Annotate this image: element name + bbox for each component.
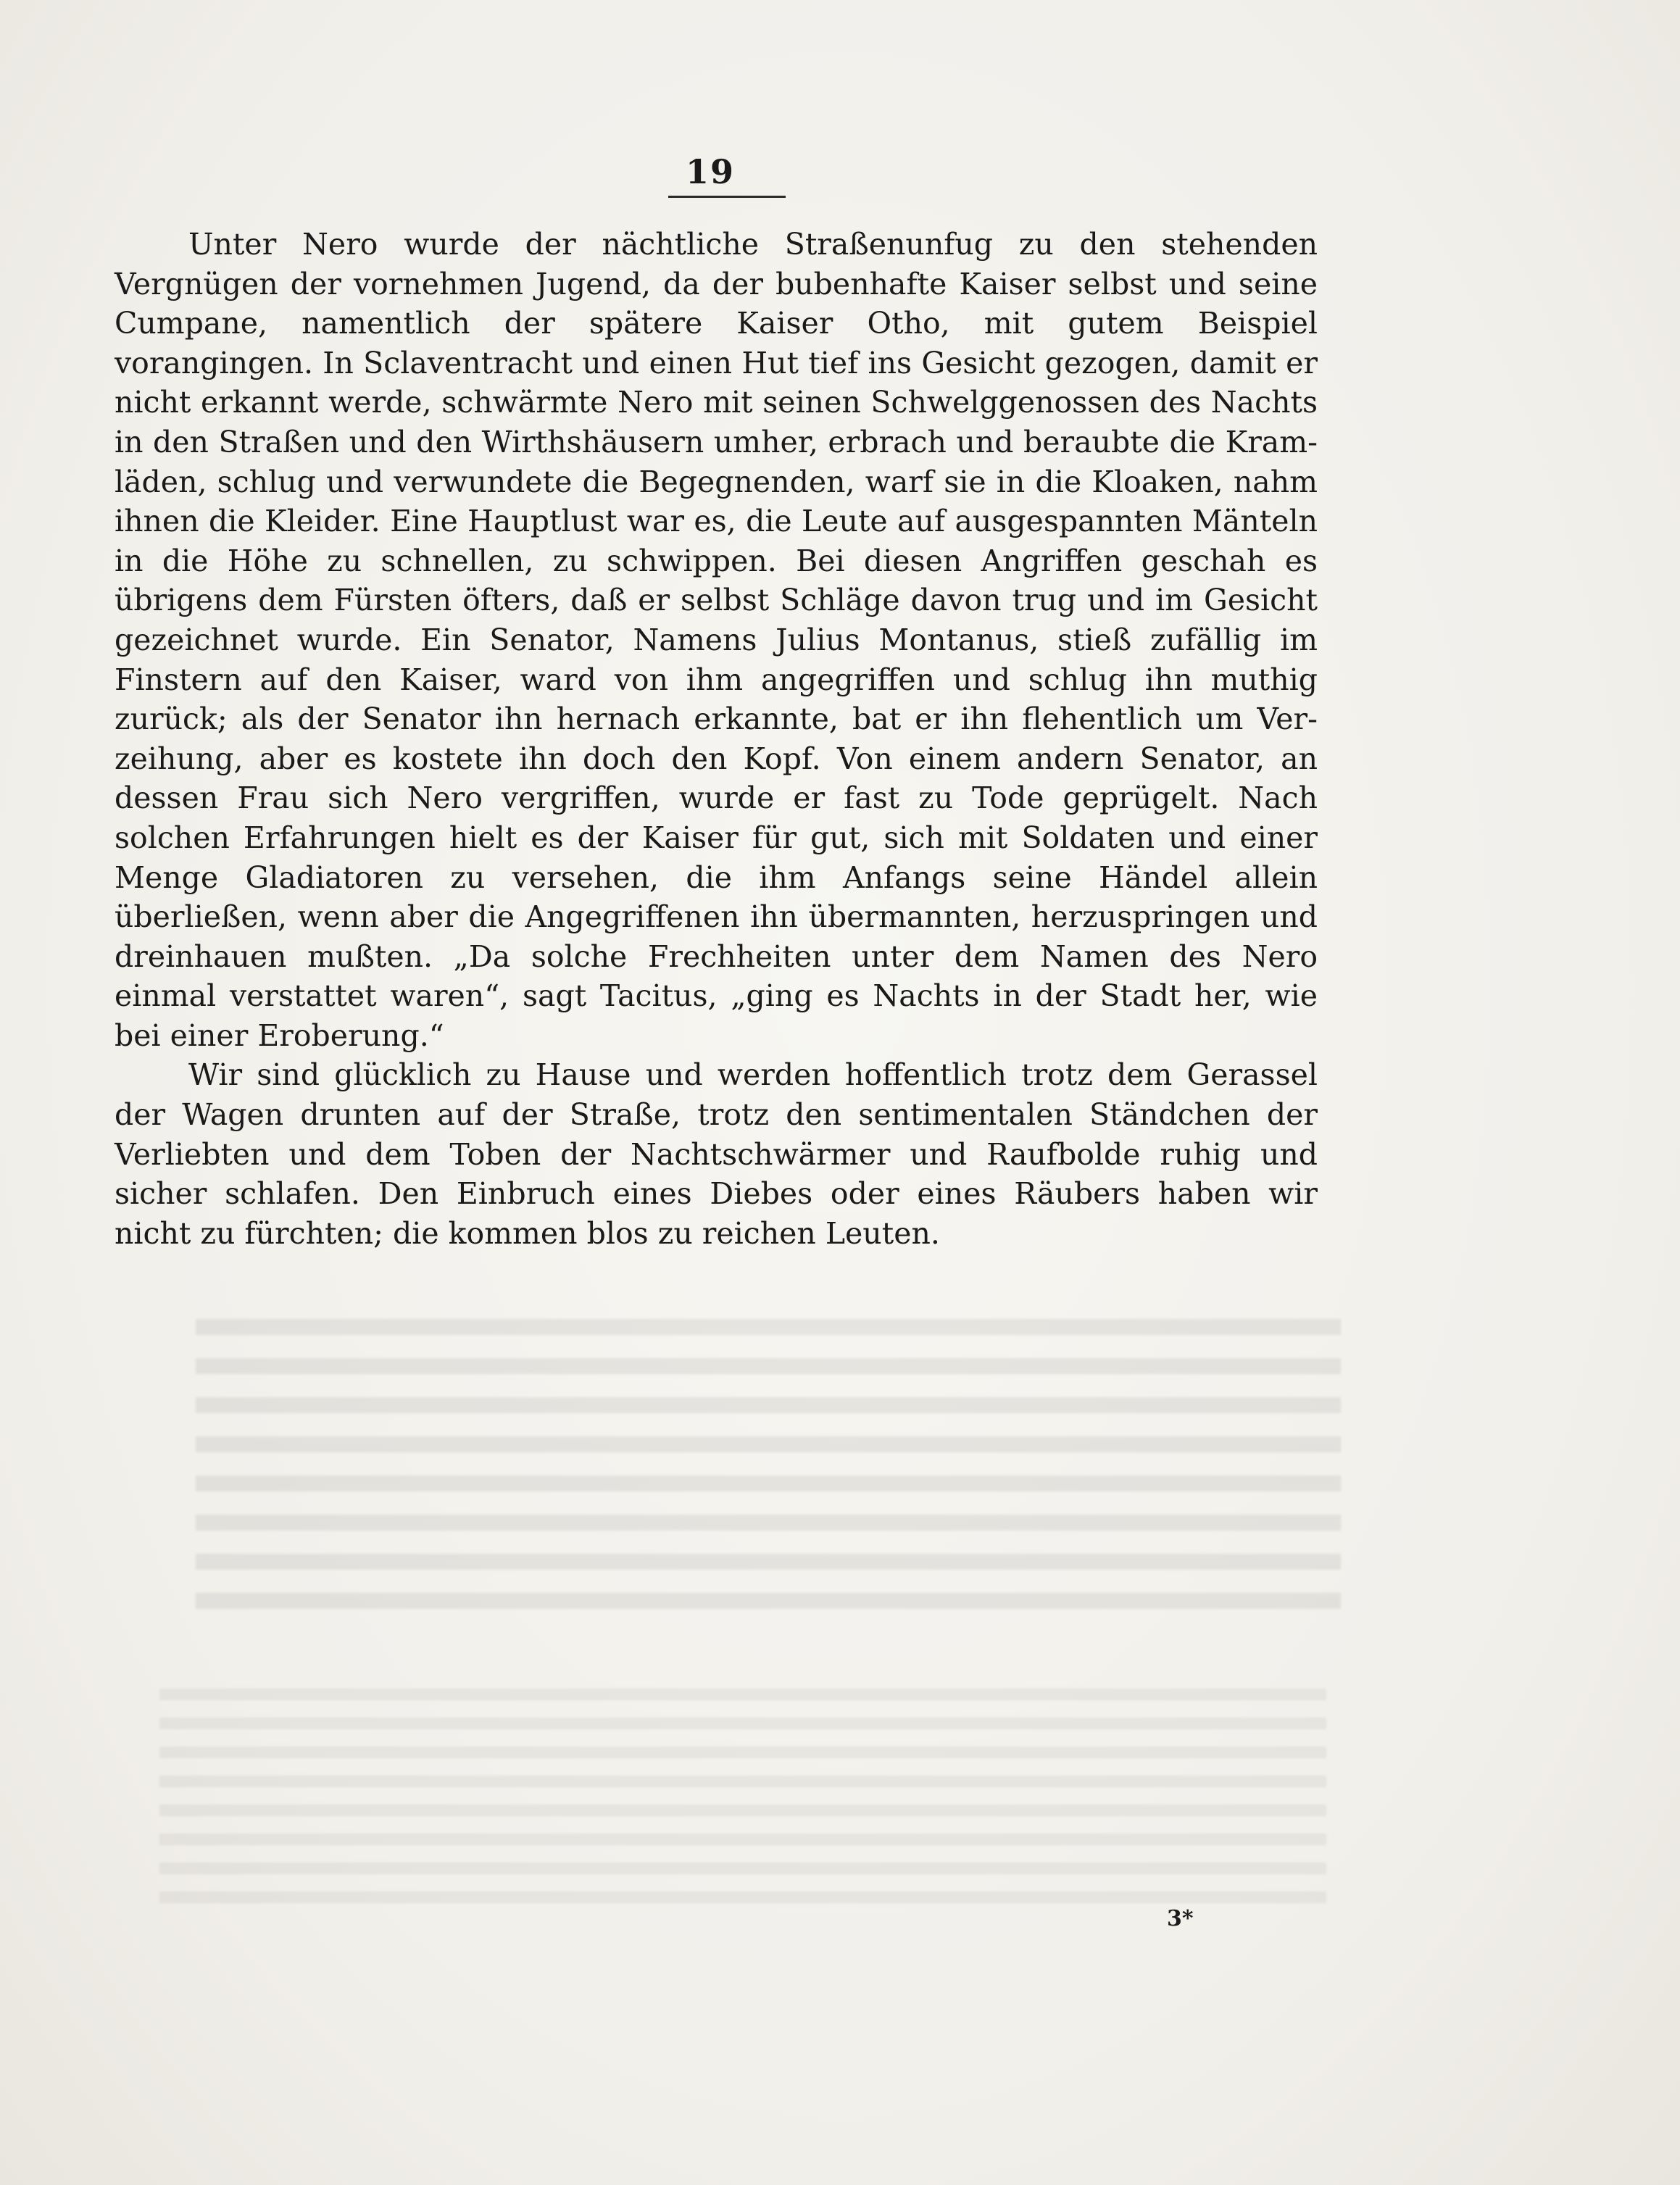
bleed-through-footnote <box>159 1689 1326 1906</box>
paragraph-2: Wir sind glücklich zu Hause und werden hoffentlich trotz dem Gerassel der Wagen drunten auf der Straße, trotz den sentimentalen Ständchen der Verliebten und dem Toben der Nachtschwärmer und Raufbolde ruhig und sicher schlafen. Den Einbruch eines Diebes oder eines Räubers haben wir nicht zu fürchten; die kommen blos zu reichen Leuten. <box>115 1057 1318 1251</box>
header-rule <box>668 196 786 198</box>
body-text <box>115 225 1318 1253</box>
paragraph-1: Unter Nero wurde der nächtliche Straßenunfug zu den stehenden Vergnügen der vornehmen Jugend, da der bubenhafte Kaiser selbst und seine Cumpane, namentlich der spätere Kaiser Otho, mit gutem Beispiel vorangingen. In Sclaventracht und einen Hut tief ins Gesicht gezogen, damit er nicht erkannt werde, schwärmte Nero mit seinen Schwelggenossen des Nachts in den Straßen und den Wirthshäusern umher, erbrach und beraubte die Kramläden, schlug und verwundete die Begegnenden, warf sie in die Kloaken, nahm ihnen die Kleider. Eine Hauptlust war es, die Leute auf ausgespannten Mänteln in die Höhe zu schnellen, zu schwippen. Bei diesen Angriffen geschah es übrigens dem Fürsten öfters, daß er selbst Schläge davon trug und im Gesicht gezeichnet wurde. Ein Senator, Namens Julius Montanus, stieß zufällig im Finstern auf den Kaiser, ward von ihm angegriffen und schlug ihn muthig zurück; als der Senator ihn hernach erkannte, bat er ihn flehentlich um Verzeihung, aber es kostete ihn doch den Kopf. Von einem andern Senator, an dessen Frau sich Nero vergriffen, wurde er fast zu Tode geprügelt. Nach solchen Erfahrungen hielt es der Kaiser für gut, sich mit Soldaten und einer Menge Gladiatoren zu versehen, die ihm Anfangs seine Händel allein überließen, wenn aber die Angegriffenen ihn übermannten, herzuspringen und dreinhauen mußten. „Da solche Frechheiten unter dem Namen des Nero einmal verstattet waren“, sagt Tacitus, „ging es Nachts in der Stadt her, wie bei einer Eroberung.“ <box>115 227 1318 1053</box>
printer-signature: 3* <box>1167 1906 1194 1931</box>
page-number: 19 <box>685 152 735 191</box>
bleed-through-text <box>196 1319 1341 1623</box>
